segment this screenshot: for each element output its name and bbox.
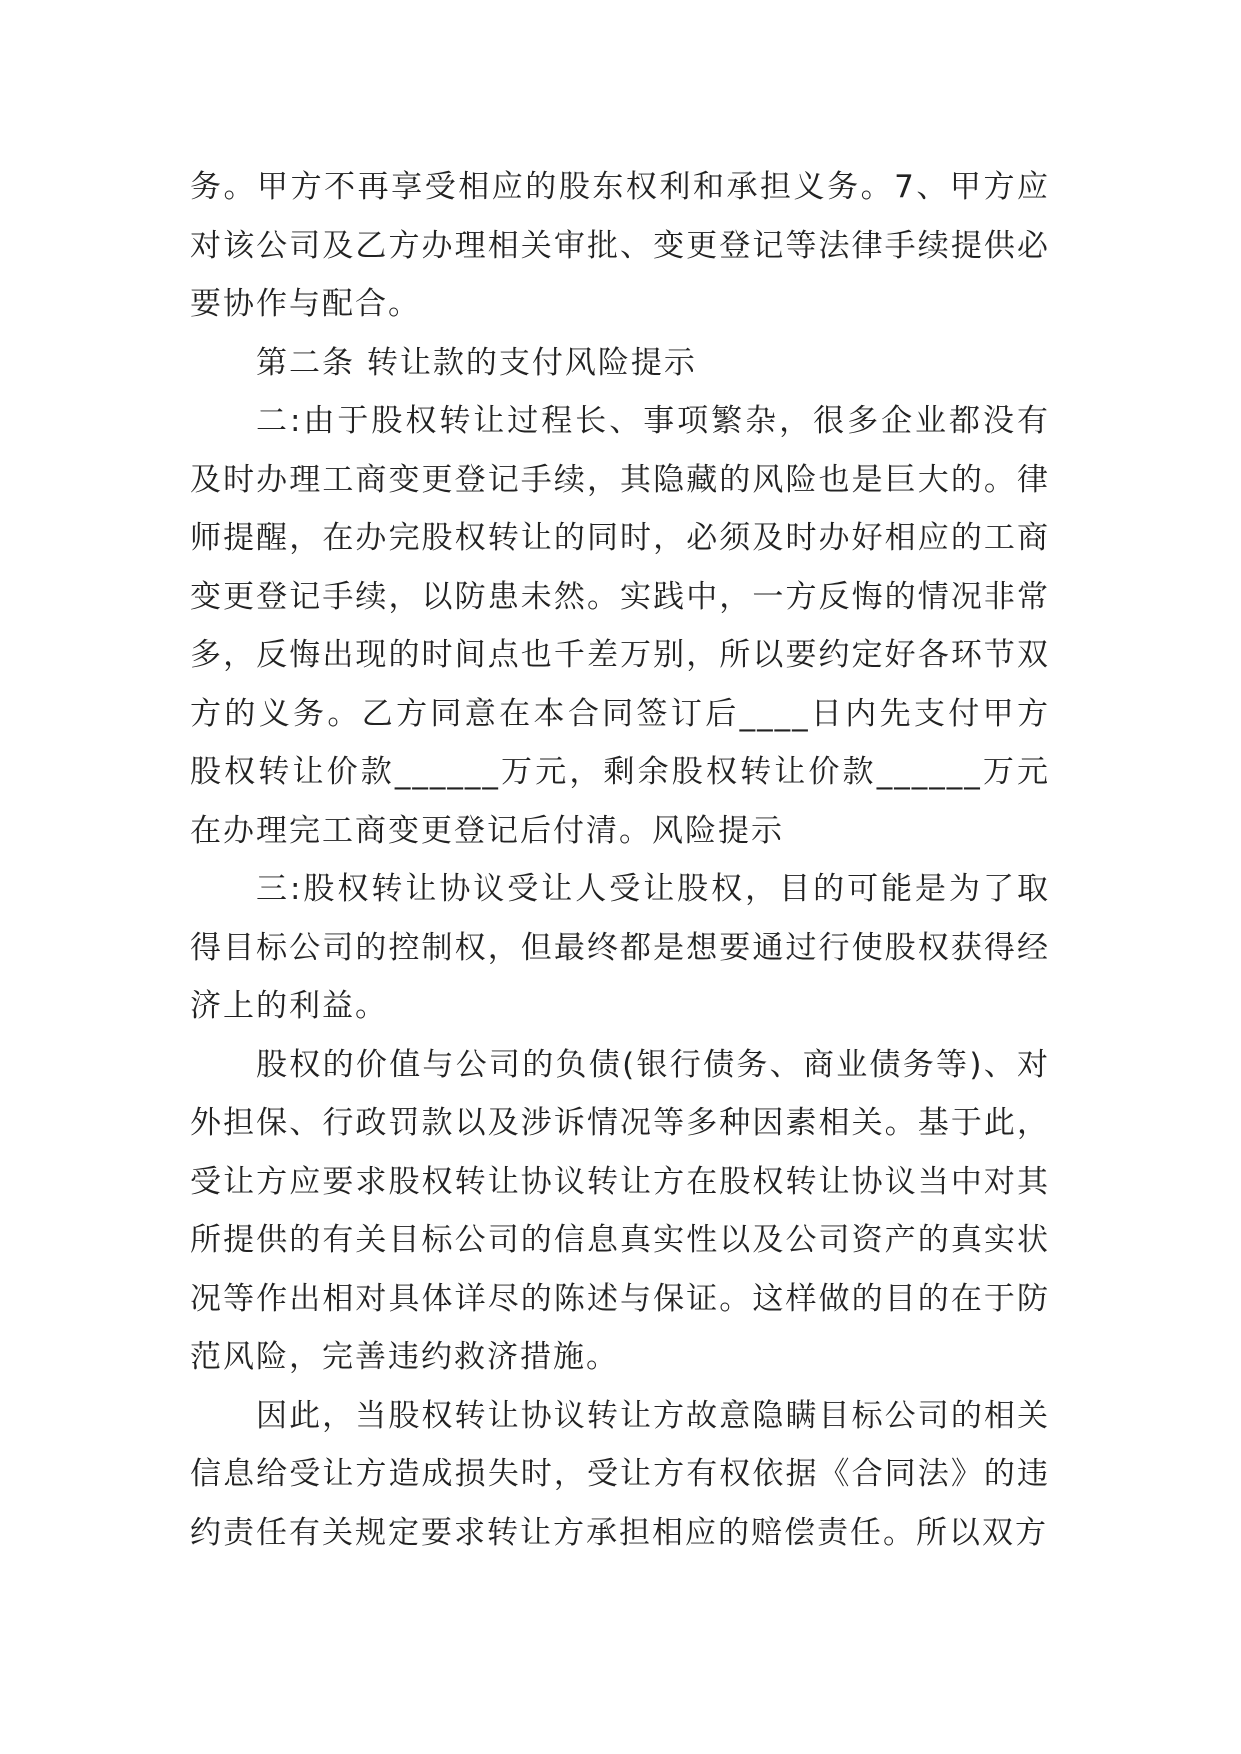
document-body <box>190 158 1050 1562</box>
paragraph-transferee-purpose: 三:股权转让协议受让人受让股权，目的可能是为了取得目标公司的控制权，但最终都是想要通过行使股权获得经济上的利益。 <box>190 871 1050 1024</box>
paragraph-continuation: 务。甲方不再享受相应的股东权利和承担义务。7、甲方应对该公司及乙方办理相关审批、变更登记等法律手续提供必要协作与配合。 <box>190 169 1050 322</box>
paragraph-equity-value: 股权的价值与公司的负债(银行债务、商业债务等)、对外担保、行政罚款以及涉诉情况等多种因素相关。基于此，受让方应要求股权转让协议转让方在股权转让协议当中对其所提供的有关目标公司的信息真实性以及公司资产的真实状况等作出相对具体详尽的陈述与保证。这样做的目的在于防范风险，完善违约救济措施。 <box>190 1046 1050 1375</box>
section-heading: 第二条 转让款的支付风险提示 <box>256 344 697 381</box>
paragraph-payment-risk: 二:由于股权转让过程长、事项繁杂，很多企业都没有及时办理工商变更登记手续，其隐藏的风险也是巨大的。律师提醒，在办完股权转让的同时，必须及时办好相应的工商变更登记手续，以防患未然。实践中，一方反悔的情况非常多，反悔出现的时间点也千差万别，所以要约定好各环节双方的义务。乙方同意在本合同签订后____日内先支付甲方股权转让价款______万元，剩余股权转让价款______万元在办理完工商变更登记后付清。风险提示 <box>190 403 1050 849</box>
paragraph-liability: 因此，当股权转让协议转让方故意隐瞒目标公司的相关信息给受让方造成损失时，受让方有权依据《合同法》的违约责任有关规定要求转让方承担相应的赔偿责任。所以双方 <box>190 1397 1050 1551</box>
